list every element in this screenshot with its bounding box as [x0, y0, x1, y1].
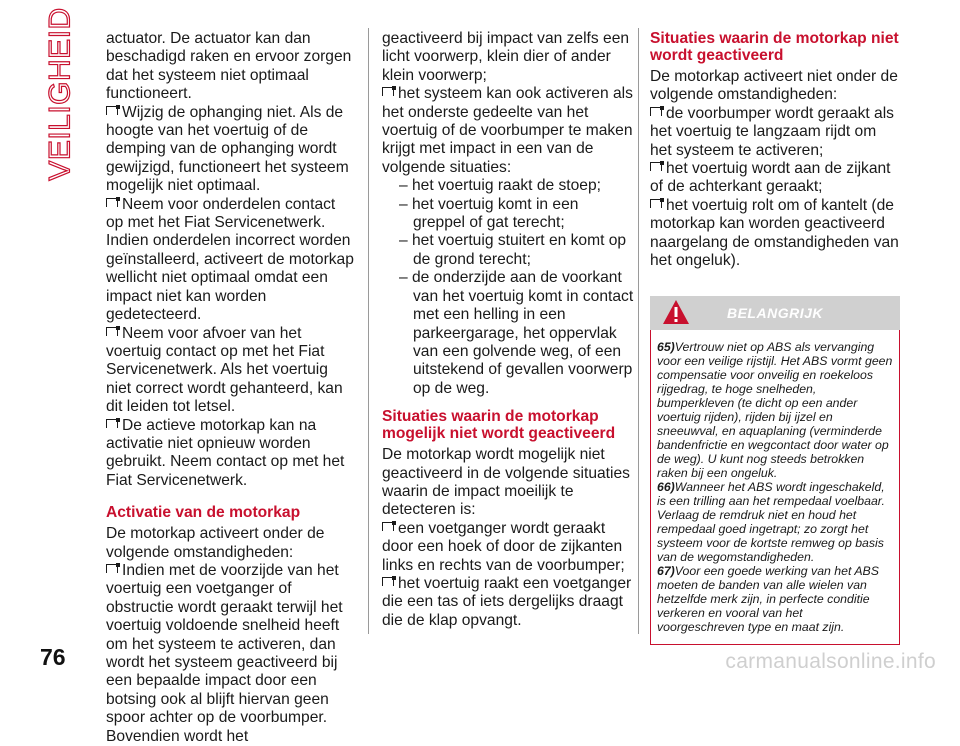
paragraph: De motorkap activeert onder de volgende omstandigheden: — [106, 525, 325, 561]
checkbox-bullet-icon — [382, 577, 394, 589]
column-divider — [368, 28, 369, 634]
dash-list — [382, 177, 634, 398]
checkbox-bullet-icon — [106, 106, 118, 118]
list-item: het voertuig raakt een voetganger die een tas of iets dergelijks draagt die de klap opvangt. — [382, 574, 632, 629]
paragraph: geactiveerd bij impact van zelfs een licht voorwerp, klein dier of ander klein voorwerp; — [382, 30, 630, 84]
section-heading: Situaties waarin de motorkap mogelijk niet wordt geactiveerd — [382, 408, 616, 443]
watermark: carmanualsonline.info — [725, 650, 936, 673]
text-column-2 — [382, 30, 634, 630]
list-item: de voorbumper wordt geraakt als het voertuig te langzaam rijdt om het systeem te activeren; — [650, 104, 894, 159]
text-column-1 — [106, 30, 356, 746]
list-item: Indien met de voorzijde van het voertuig een voetganger of obstructie wordt geraakt terwijl het voertuig voldoende snelheid heeft om het systeem te activeren, dan wordt het systeem geactiveerd bij een bepaalde impact door een botsing ook al blijft hiervan geen spoor achter op de voorbumper. Bovendien wordt het — [106, 561, 343, 745]
checkbox-bullet-icon — [106, 564, 118, 576]
checkbox-bullet-icon — [106, 198, 118, 210]
checkbox-bullet-icon — [382, 87, 394, 99]
checkbox-bullet-icon — [382, 522, 394, 534]
paragraph: actuator. De actuator kan dan beschadigd raken en ervoor zorgen dat het systeem niet optimaal functioneert. — [106, 30, 352, 103]
list-item: Wijzig de ophanging niet. Als de hoogte van het voertuig of de demping van de ophanging wordt gewijzigd, functioneert het systeem mogelijk niet optimaal. — [106, 103, 349, 195]
section-heading: Activatie van de motorkap — [106, 504, 301, 522]
list-item: het systeem kan ook activeren als het onderste gedeelte van het voertuig of de voorbumper te maken krijgt met impact in een van de volgende situaties: — [382, 85, 633, 176]
dash-item: – de onderzijde aan de voorkant van het voertuig komt in contact met een helling in een parkeergarage, het oppervlak van een golvende weg, of een uitstekend of gevallen voorwerp op de weg. — [399, 269, 634, 397]
warning-item: 67)Voor een goede werking van het ABS moeten de banden van alle wielen van hetzelfde merk zijn, in perfecte conditie verkeren en vooral van het voorgeschreven type en maat zijn. — [657, 564, 879, 635]
warning-item: 66)Wanneer het ABS wordt ingeschakeld, is een trilling aan het rempedaal voelbaar. Verlaag de remdruk niet en houd het rempedaal goed ingetrapt; zo zorgt het systeem voor de kortste remweg op basis van de wegomstandigheden. — [657, 480, 885, 565]
text-column-3 — [650, 30, 900, 645]
checkbox-bullet-icon — [106, 419, 118, 431]
section-heading: Situaties waarin de motorkap niet wordt geactiveerd — [650, 30, 899, 64]
column-divider — [638, 28, 639, 634]
checkbox-bullet-icon — [650, 199, 662, 211]
section-title: VEILIGHEID — [44, 7, 78, 181]
checkbox-bullet-icon — [106, 327, 118, 339]
dash-item: – het voertuig komt in een greppel of gat terecht; — [399, 195, 579, 232]
list-item: het voertuig rolt om of kantelt (de motorkap kan worden geactiveerd naargelang de omstandigheden van het ongeluk). — [650, 196, 899, 270]
warning-header — [650, 296, 900, 330]
paragraph: De motorkap wordt mogelijk niet geactiveerd in de volgende situaties waarin de impact moeilijk te detecteren is: — [382, 446, 630, 519]
list-item: De actieve motorkap kan na activatie niet opnieuw worden gebruikt. Neem contact op met het Fiat Servicenetwerk. — [106, 416, 345, 489]
page-number: 76 — [40, 644, 66, 670]
dash-item: – het voertuig stuitert en komt op de grond terecht; — [399, 232, 627, 268]
list-item: Neem voor onderdelen contact op met het Fiat Servicenetwerk. Indien onderdelen incorrect worden geïnstalleerd, activeert de motorkap wellicht niet optimaal omdat een impact niet kan worden gedetecteerd. — [106, 195, 354, 324]
checkbox-bullet-icon — [650, 162, 662, 174]
warning-item: 65)Vertrouw niet op ABS als vervanging voor een veilige rijstijl. Het ABS vormt geen compensatie voor onveilig en roekeloos rijgedrag, te hoge snelheden, bumperkleven (te dicht op een ander voertuig rijden), rijden bij ijzel en sneeuwval, en aquaplaning (verminderde bandenfrictie en wegcontact door water op de weg). U kunt nog steeds betrokken raken bij een ongeluk. — [657, 340, 893, 481]
warning-box — [650, 330, 900, 645]
paragraph: De motorkap activeert niet onder de volgende omstandigheden: — [650, 68, 898, 104]
dash-item: – het voertuig raakt de stoep; — [399, 177, 601, 195]
checkbox-bullet-icon — [650, 107, 662, 119]
warning-triangle-icon — [662, 299, 690, 325]
list-item: het voertuig wordt aan de zijkant of de achterkant geraakt; — [650, 160, 891, 196]
list-item: Neem voor afvoer van het voertuig contact op met het Fiat Servicenetwerk. Als het voertuig niet correct wordt gehanteerd, kan dit leiden tot letsel. — [106, 324, 343, 416]
warning-title: BELANGRIJK — [726, 305, 823, 322]
list-item: een voetganger wordt geraakt door een hoek of door de zijkanten links en rechts van de voorbumper; — [382, 519, 625, 574]
